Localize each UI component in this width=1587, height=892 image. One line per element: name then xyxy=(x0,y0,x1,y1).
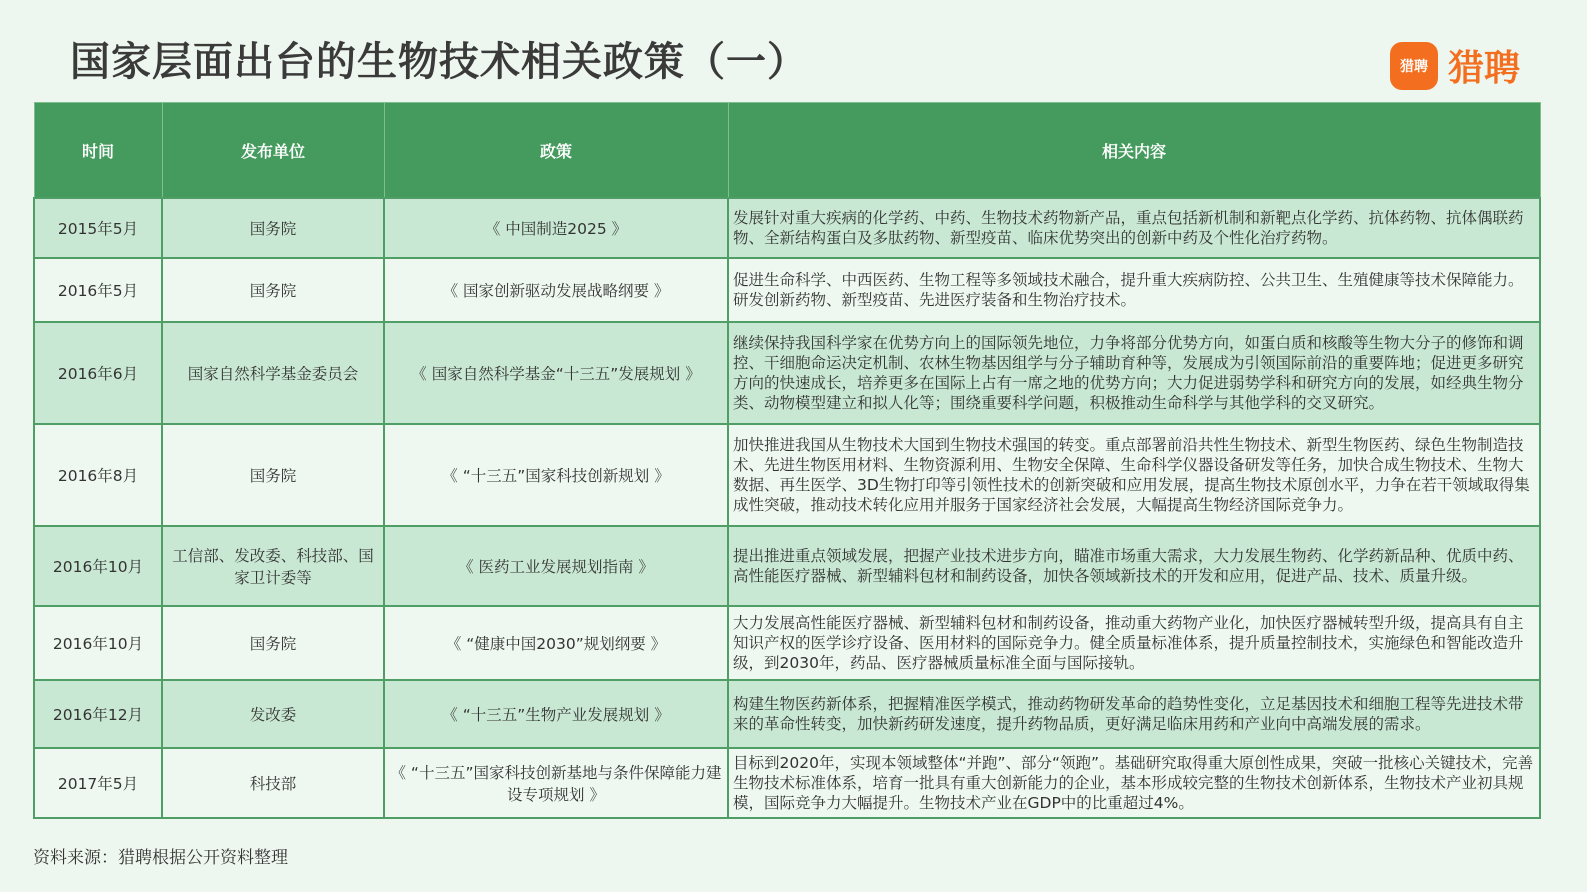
table-row xyxy=(34,424,1540,526)
cell-time: 2016年10月 xyxy=(34,526,162,606)
cell-time: 2016年10月 xyxy=(34,606,162,680)
cell-content: 促进生命科学、中西医药、生物工程等多领域技术融合，提升重大疾病防控、公共卫生、生殖健康等技术保障能力。研发创新药物、新型疫苗、先进医疗装备和生物治疗技术。 xyxy=(728,258,1540,322)
header-org: 发布单位 xyxy=(162,103,384,199)
cell-org: 科技部 xyxy=(162,748,384,818)
cell-org: 国务院 xyxy=(162,258,384,322)
cell-org: 国家自然科学基金委员会 xyxy=(162,322,384,424)
logo-icon: 猎聘 xyxy=(1390,42,1438,90)
header-content: 相关内容 xyxy=(728,103,1540,199)
cell-content: 大力发展高性能医疗器械、新型辅料包材和制药设备，推动重大药物产业化，加快医疗器械转型升级，提高具有自主知识产权的医学诊疗设备、医用材料的国际竞争力。健全质量标准体系，提升质量控制技术，实施绿色和智能改造升级，到2030年，药品、医疗器械质量标准全面与国际接轨。 xyxy=(728,606,1540,680)
cell-policy: 《 国家自然科学基金“十三五”发展规划 》 xyxy=(384,322,728,424)
cell-time: 2016年5月 xyxy=(34,258,162,322)
cell-time: 2016年6月 xyxy=(34,322,162,424)
cell-time: 2016年12月 xyxy=(34,680,162,748)
cell-policy: 《 “十三五”国家科技创新规划 》 xyxy=(384,424,728,526)
cell-content: 提出推进重点领域发展，把握产业技术进步方向，瞄准市场重大需求，大力发展生物药、化学药新品种、优质中药、高性能医疗器械、新型辅料包材和制药设备，加快各领域新技术的开发和应用，促进产品、技术、质量升级。 xyxy=(728,526,1540,606)
cell-policy: 《 “十三五”生物产业发展规划 》 xyxy=(384,680,728,748)
cell-org: 国务院 xyxy=(162,606,384,680)
cell-content: 发展针对重大疾病的化学药、中药、生物技术药物新产品，重点包括新机制和新靶点化学药、抗体药物、抗体偶联药物、全新结构蛋白及多肽药物、新型疫苗、临床优势突出的创新中药及个性化治疗药物。 xyxy=(728,198,1540,258)
cell-time: 2017年5月 xyxy=(34,748,162,818)
cell-org: 国务院 xyxy=(162,198,384,258)
header-policy: 政策 xyxy=(384,103,728,199)
cell-policy: 《 医药工业发展规划指南 》 xyxy=(384,526,728,606)
table-header-row xyxy=(34,103,1540,199)
header-time: 时间 xyxy=(34,103,162,199)
table-row xyxy=(34,198,1540,258)
table-row xyxy=(34,322,1540,424)
cell-policy: 《 国家创新驱动发展战略纲要 》 xyxy=(384,258,728,322)
cell-content: 继续保持我国科学家在优势方向上的国际领先地位，力争将部分优势方向，如蛋白质和核酸等生物大分子的修饰和调控、干细胞命运决定机制、农林生物基因组学与分子辅助育种等，发展成为引领国际前沿的重要阵地；促进更多研究方向的快速成长，培养更多在国际上占有一席之地的优势方向；大力促进弱势学科和研究方向的发展，如经典生物分类、动物模型建立和拟人化等；围绕重要科学问题，积极推动生命科学与其他学科的交叉研究。 xyxy=(728,322,1540,424)
table-row xyxy=(34,258,1540,322)
table-row xyxy=(34,526,1540,606)
cell-policy: 《 “十三五”国家科技创新基地与条件保障能力建设专项规划 》 xyxy=(384,748,728,818)
cell-policy: 《 “健康中国2030”规划纲要 》 xyxy=(384,606,728,680)
cell-time: 2016年8月 xyxy=(34,424,162,526)
cell-time: 2015年5月 xyxy=(34,198,162,258)
page-title: 国家层面出台的生物技术相关政策（一） xyxy=(70,39,808,85)
table-row xyxy=(34,606,1540,680)
cell-content: 构建生物医药新体系，把握精准医学模式，推动药物研发革命的趋势性变化，立足基因技术和细胞工程等先进技术带来的革命性转变，加快新药研发速度，提升药物品质，更好满足临床用药和产业向中高端发展的需求。 xyxy=(728,680,1540,748)
logo-text: 猎聘 xyxy=(1448,48,1521,89)
cell-org: 工信部、发改委、科技部、国家卫计委等 xyxy=(162,526,384,606)
brand-logo xyxy=(1390,40,1520,91)
cell-org: 发改委 xyxy=(162,680,384,748)
table-row xyxy=(34,748,1540,818)
cell-policy: 《 中国制造2025 》 xyxy=(384,198,728,258)
cell-content: 加快推进我国从生物技术大国到生物技术强国的转变。重点部署前沿共性生物技术、新型生物医药、绿色生物制造技术、先进生物医用材料、生物资源利用、生物安全保障、生命科学仪器设备研发等任务，加快合成生物技术、生物大数据、再生医学、3D生物打印等引领性技术的创新突破和应用发展，提高生物技术原创水平，力争在若干领域取得集成性突破，推动技术转化应用并服务于国家经济社会发展，大幅提高生物经济国际竞争力。 xyxy=(728,424,1540,526)
source-note: 资料来源：猎聘根据公开资料整理 xyxy=(33,848,288,868)
cell-org: 国务院 xyxy=(162,424,384,526)
table-row xyxy=(34,680,1540,748)
cell-content: 目标到2020年，实现本领域整体“并跑”、部分“领跑”。基础研究取得重大原创性成果，突破一批核心关键技术，完善生物技术标准体系，培育一批具有重大创新能力的企业，基本形成较完整的生物技术创新体系，生物技术产业初具规模，国际竞争力大幅提升。生物技术产业在GDP中的比重超过4%。 xyxy=(728,748,1540,818)
policy-table xyxy=(33,102,1541,819)
